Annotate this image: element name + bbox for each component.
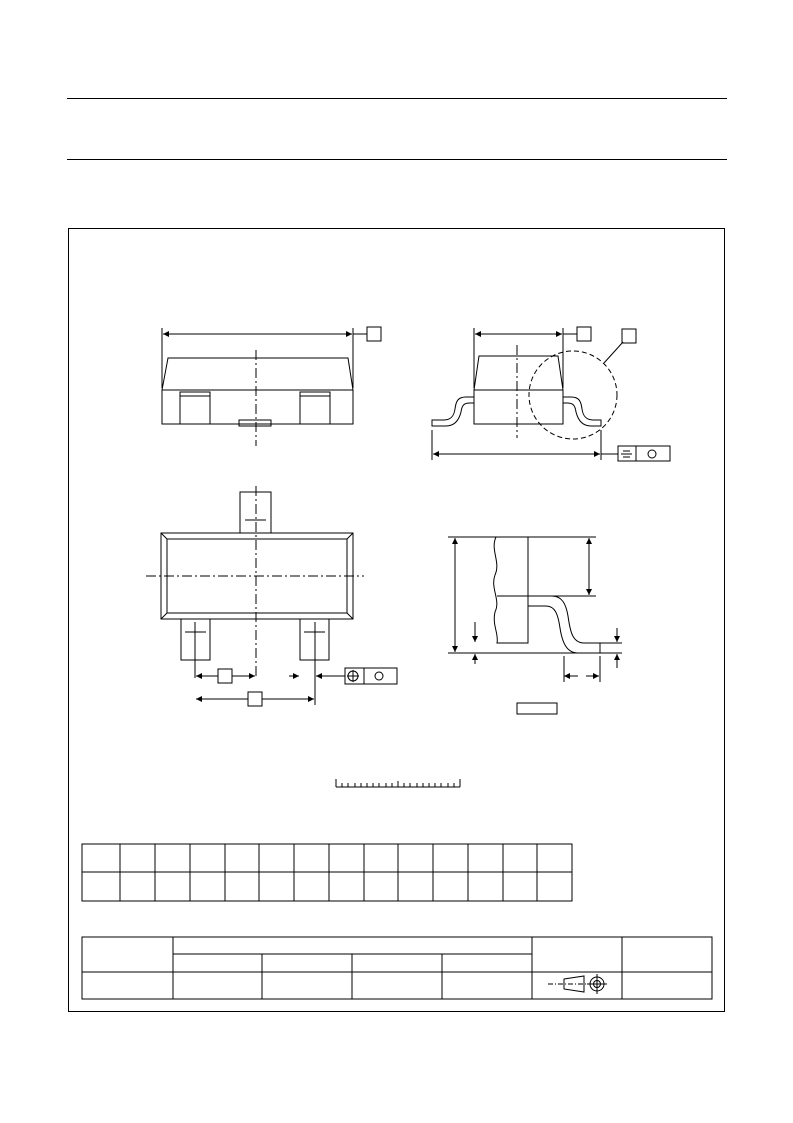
datum-box-a (367, 327, 381, 341)
side-lead-right (563, 397, 601, 426)
datum-box-d (248, 692, 262, 706)
top-view (146, 486, 397, 706)
front-lead-center (239, 420, 271, 426)
side-lead-left (432, 397, 474, 426)
dimension-table (82, 844, 572, 901)
detail-x-leader (604, 342, 623, 363)
detail-label-box (517, 703, 557, 714)
datum-box-c (218, 669, 232, 683)
side-view (432, 327, 670, 461)
front-lead-right (300, 392, 330, 424)
front-lead-left (180, 392, 210, 424)
outline-version-table (82, 937, 712, 999)
detail-body (494, 537, 528, 643)
detail-x-view (448, 537, 622, 714)
datum-box-b (577, 327, 591, 341)
front-body (162, 358, 353, 424)
datum-box-detail (622, 329, 636, 343)
scale-bar (336, 779, 460, 787)
front-view (162, 327, 381, 446)
detail-x-circle (529, 351, 617, 439)
detail-lead (528, 596, 600, 653)
